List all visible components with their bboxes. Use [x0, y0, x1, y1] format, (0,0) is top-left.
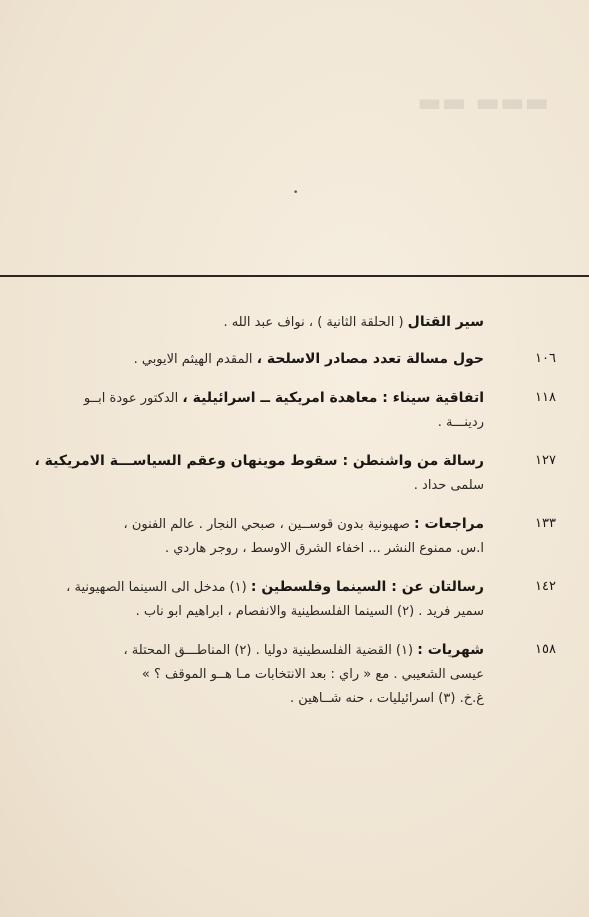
- toc-entry: [40, 638, 556, 711]
- entry-continuation: غ.خ. (٣) اسرائيليات ، حنه شــاهين .: [289, 691, 484, 706]
- entry-title: سير القتال: [407, 314, 484, 330]
- toc-entry: [40, 347, 556, 372]
- table-of-contents: [34, 310, 556, 711]
- entry-title: مراجعات :: [414, 516, 484, 532]
- entry-author: سلمى حداد .: [413, 478, 484, 493]
- page-number: ١١٨: [535, 390, 556, 405]
- entry-continuation: سمير فريد . (٢) السينما الفلسطينية والانفصام ، ابراهيم ابو ناب .: [135, 604, 484, 619]
- toc-entry: [40, 310, 556, 335]
- entry-description: صهيونية بدون قوســين ، صبحي النجار . عالم الفنون ،: [123, 517, 410, 532]
- entry-author: الدكتور عودة ابــو: [83, 391, 179, 406]
- page-number: ١٥٨: [535, 642, 556, 657]
- entry-title: رسالة من واشنطن : سقوط موينهان وعقم السياســـة الامريكية ،: [34, 453, 484, 469]
- entry-continuation: عيسى الشعيبي . مع « راي : بعد الانتخابات مـا هــو الموقف ؟ »: [141, 667, 484, 682]
- entry-description: (١) مدخل الى السينما الصهيونية ،: [66, 580, 247, 595]
- entry-title: شهريات :: [417, 642, 484, 658]
- toc-entry: [34, 449, 556, 498]
- entry-title: رسالتان عن : السينما وفلسطين :: [250, 579, 484, 595]
- page-number: ١٤٢: [535, 579, 556, 594]
- entry-author: المقدم الهيثم الايوبي .: [133, 352, 253, 367]
- entry-continuation: ا.س. ممنوع النشر ... اخفاء الشرق الاوسط ، روجر هاردي .: [164, 541, 484, 556]
- entry-author: ( الحلقة الثانية ) ، نواف عبد الله .: [223, 315, 404, 330]
- entry-title: اتفاقية سيناء : معاهدة امريكية ــ اسرائيلية ،: [182, 390, 484, 406]
- horizontal-rule: [0, 275, 589, 277]
- page-number: ١٣٣: [535, 516, 556, 531]
- show-through-bleed: ▬▬▬ ▬▬: [417, 88, 549, 118]
- toc-entry: [40, 512, 556, 561]
- page-number: ١٢٧: [535, 453, 556, 468]
- print-speck: •: [293, 188, 299, 198]
- entry-continuation: ردينـــة .: [437, 415, 484, 430]
- page-number: ١٠٦: [535, 351, 556, 366]
- toc-entry: [40, 386, 556, 435]
- toc-entry: [40, 575, 556, 624]
- entry-title: حول مسالة تعدد مصادر الاسلحة ،: [256, 351, 484, 367]
- entry-description: (١) القضية الفلسطينية دوليا . (٢) المناطـــق المحتلة ،: [123, 643, 414, 658]
